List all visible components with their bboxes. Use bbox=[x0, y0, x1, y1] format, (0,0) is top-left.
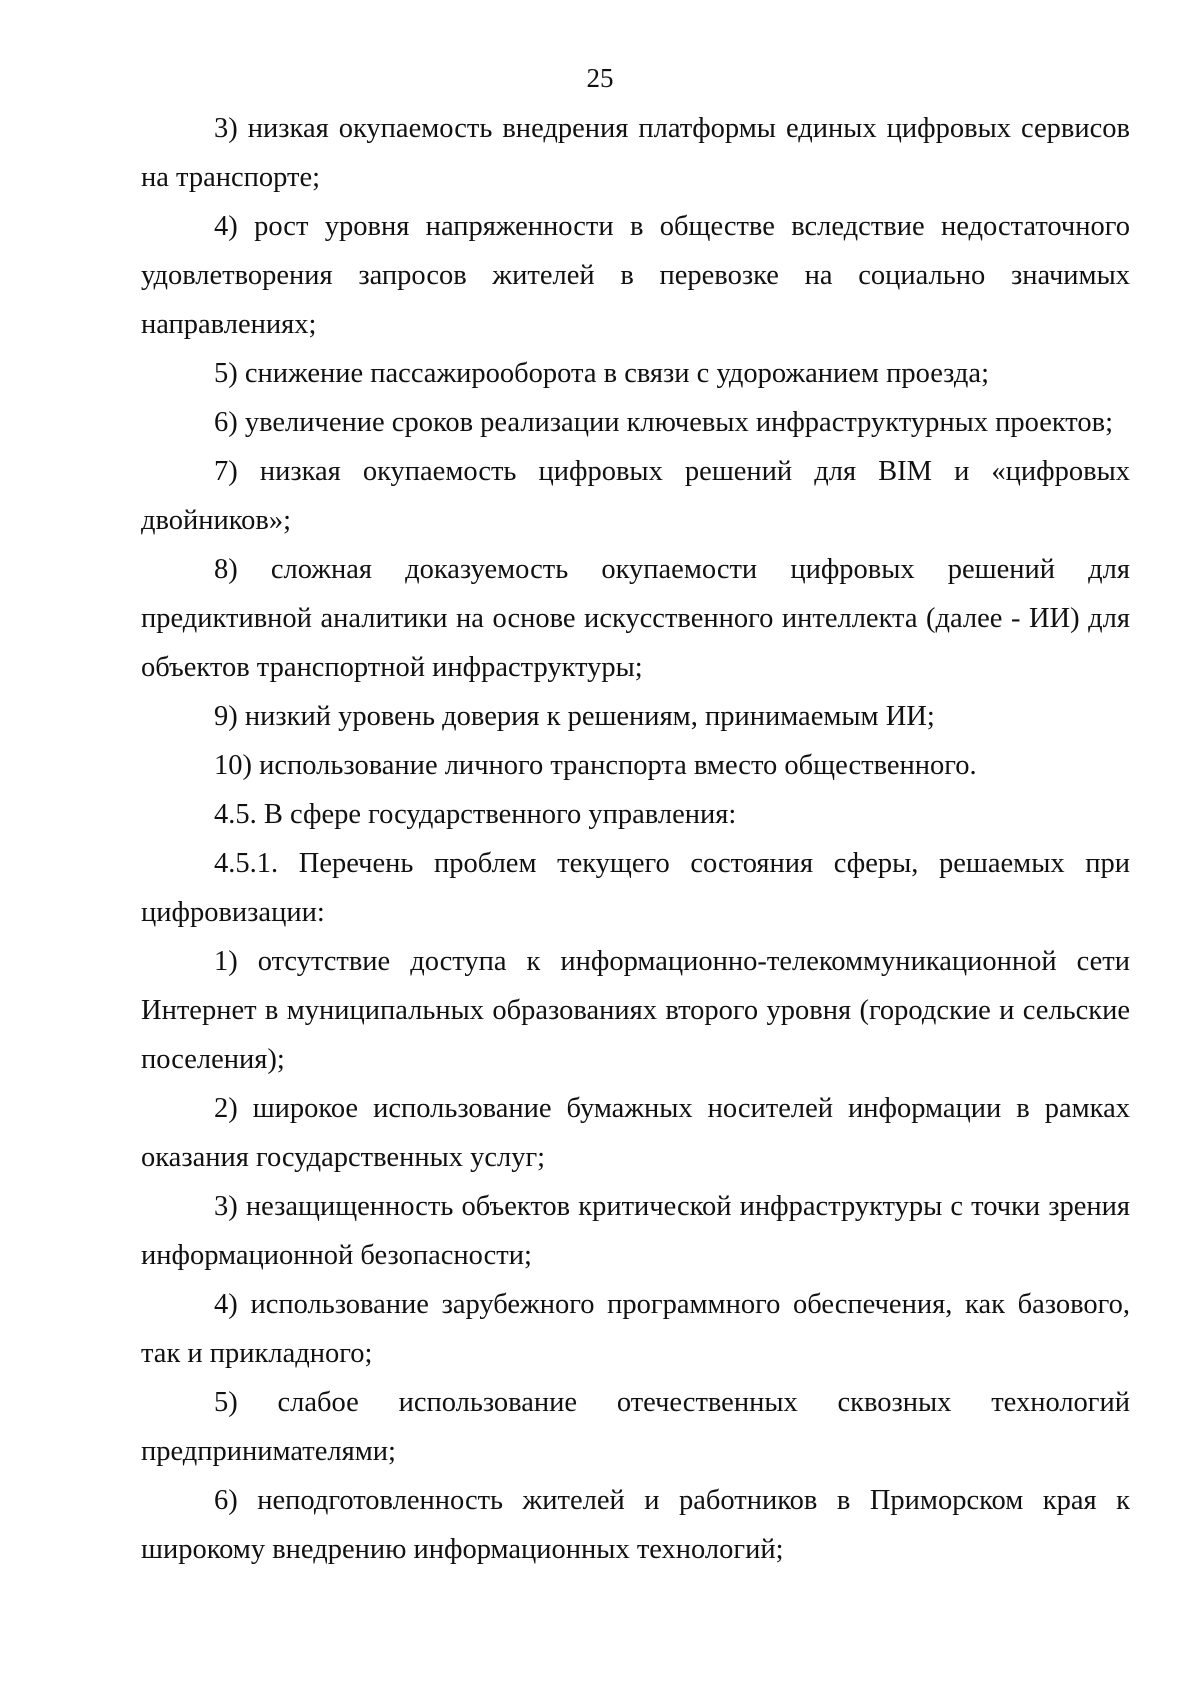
paragraph-item-6-readiness: 6) неподготовленность жителей и работников в Приморском края к широкому внедрению информационных технологий; bbox=[141, 1485, 1130, 1565]
section-heading-4-5: 4.5. В сфере государственного управления: bbox=[214, 799, 737, 830]
paragraph-item-5-domestic-technologies: 5) слабое использование отечественных сквозных технологий предпринимателями; bbox=[141, 1387, 1130, 1467]
paragraph-item-8-ai-analytics: 8) сложная доказуемость окупаемости цифровых решений для предиктивной аналитики на основе искусственного интеллекта (далее - ИИ) для объектов транспортной инфраструктуры; bbox=[141, 554, 1130, 683]
paragraph-item-6-project-delays: 6) увеличение сроков реализации ключевых инфраструктурных проектов; bbox=[214, 407, 1114, 438]
paragraph-item-1-internet-access: 1) отсутствие доступа к информационно-телекоммуникационной сети Интернет в муниципальных образованиях второго уровня (городские и сельские поселения); bbox=[141, 946, 1130, 1075]
paragraph-item-4-foreign-software: 4) использование зарубежного программного обеспечения, как базового, так и прикладного; bbox=[141, 1289, 1130, 1369]
paragraph-item-10-private-transport: 10) использование личного транспорта вместо общественного. bbox=[214, 750, 977, 781]
paragraph-item-9-ai-trust: 9) низкий уровень доверия к решениям, принимаемым ИИ; bbox=[214, 701, 935, 732]
paragraph-item-7-bim-payback: 7) низкая окупаемость цифровых решений для BIM и «цифровых двойников»; bbox=[141, 456, 1130, 536]
document-body bbox=[141, 104, 1130, 1574]
subsection-heading-4-5-1: 4.5.1. Перечень проблем текущего состояния сферы, решаемых при цифровизации: bbox=[141, 848, 1130, 928]
page-number: 25 bbox=[586, 63, 614, 93]
paragraph-item-2-paper-media: 2) широкое использование бумажных носителей информации в рамках оказания государственных услуг; bbox=[141, 1093, 1130, 1173]
paragraph-item-3-transport-platform: 3) низкая окупаемость внедрения платформы единых цифровых сервисов на транспорте; bbox=[141, 113, 1130, 193]
paragraph-item-3-infrastructure-security: 3) незащищенность объектов критической инфраструктуры с точки зрения информационной безопасности; bbox=[141, 1191, 1130, 1271]
paragraph-item-4-social-tension: 4) рост уровня напряженности в обществе вследствие недостаточного удовлетворения запросов жителей в перевозке на социально значимых направлениях; bbox=[141, 211, 1130, 340]
paragraph-item-5-passenger-turnover: 5) снижение пассажирооборота в связи с удорожанием проезда; bbox=[214, 358, 989, 389]
